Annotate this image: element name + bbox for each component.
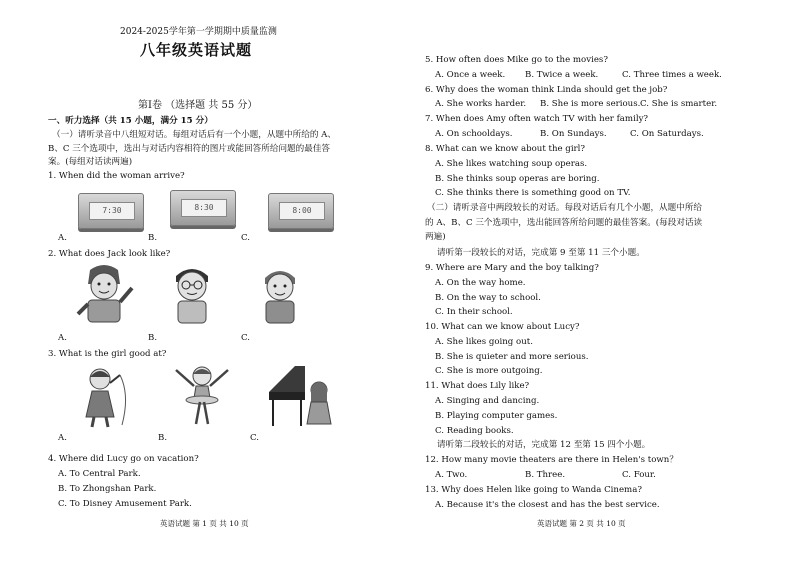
question-1: 1. When did the woman arrive? bbox=[48, 171, 185, 181]
q13-option-a: A. Because it's the closest and has the best service. bbox=[435, 500, 660, 510]
q2-label-b: B. bbox=[148, 333, 158, 343]
q3-label-b: B. bbox=[158, 433, 168, 443]
question-12: 12. How many movie theaters are there in Helen's town？ bbox=[425, 455, 678, 465]
question-5: 5. How often does Mike go to the movies? bbox=[425, 55, 608, 65]
q9-option-a: A. On the way home. bbox=[435, 278, 526, 288]
listening-passage-2-note: 请听第二段较长的对话，完成第 12 至第 15 四个小题。 bbox=[437, 440, 651, 450]
q2-label-a: A. bbox=[58, 333, 67, 343]
q5-option-b: B. Twice a week. bbox=[525, 70, 599, 80]
q10-option-a: A. She likes going out. bbox=[435, 337, 533, 347]
q1-label-b: B. bbox=[148, 233, 158, 243]
clock-image-a bbox=[78, 193, 144, 229]
instruction-line-1: （一）请听录音中八组短对话。每组对话后有一个小题，从题中所给的 A、 bbox=[52, 130, 336, 140]
question-3: 3. What is the girl good at? bbox=[48, 349, 167, 359]
q4-option-b: B. To Zhongshan Park. bbox=[58, 484, 157, 494]
q11-option-c: C. Reading books. bbox=[435, 426, 514, 436]
q7-option-b: B. On Sundays. bbox=[540, 129, 607, 139]
exam-title: 八年级英语试题 bbox=[140, 41, 253, 59]
q12-option-b: B. Three. bbox=[525, 470, 566, 480]
q9-option-b: B. On the way to school. bbox=[435, 293, 541, 303]
q10-option-c: C. She is more outgoing. bbox=[435, 366, 543, 376]
q2-label-c: C. bbox=[241, 333, 251, 343]
q5-option-c: C. Three times a week. bbox=[622, 70, 722, 80]
instruction2-line-2: 的 A、B、C 三个选项中，选出能回答所给问题的最佳答案。(每段对话读 bbox=[425, 218, 703, 228]
q8-option-c: C. She thinks there is something good on TV. bbox=[435, 188, 631, 198]
page-footer-right: 英语试题 第 2 页 共 10 页 bbox=[537, 519, 626, 528]
singer-girl-image bbox=[70, 365, 140, 429]
boy-b-image bbox=[162, 262, 222, 326]
instruction2-line-1: （二）请听录音中两段较长的对话。每段对话后有几个小题，从题中所给 bbox=[427, 203, 703, 213]
q12-option-a: A. Two. bbox=[435, 470, 468, 480]
q1-label-c: C. bbox=[241, 233, 251, 243]
q6-option-a: A. She works harder. bbox=[435, 99, 527, 109]
question-10: 10. What can we know about Lucy? bbox=[425, 322, 580, 332]
q9-option-c: C. In their school. bbox=[435, 307, 513, 317]
question-4: 4. Where did Lucy go on vacation? bbox=[48, 454, 199, 464]
question-2: 2. What does Jack look like? bbox=[48, 249, 171, 259]
section-heading: 一、听力选择（共 15 小题，满分 15 分） bbox=[48, 116, 213, 126]
clock-image-b bbox=[170, 190, 236, 226]
part-heading: 第Ⅰ卷 （选择题 共 55 分） bbox=[138, 100, 258, 111]
clock-time-a: 7:30 bbox=[89, 202, 135, 220]
question-8: 8. What can we know about the girl? bbox=[425, 144, 586, 154]
q11-option-b: B. Playing computer games. bbox=[435, 411, 558, 421]
q3-label-a: A. bbox=[58, 433, 67, 443]
q4-option-c: C. To Disney Amusement Park. bbox=[58, 499, 192, 509]
boy-c-image bbox=[250, 262, 310, 326]
q6-option-b: B. She is more serious. bbox=[540, 99, 641, 109]
q5-option-a: A. Once a week. bbox=[435, 70, 506, 80]
q7-option-c: C. On Saturdays. bbox=[630, 129, 704, 139]
q11-option-a: A. Singing and dancing. bbox=[435, 396, 540, 406]
clock-time-b: 8:30 bbox=[181, 199, 227, 217]
instruction-line-3: 案。(每组对话读两遍) bbox=[48, 157, 133, 167]
q10-option-b: B. She is quieter and more serious. bbox=[435, 352, 589, 362]
q8-option-b: B. She thinks soup operas are boring. bbox=[435, 174, 600, 184]
q8-option-a: A. She likes watching soup operas. bbox=[435, 159, 588, 169]
q4-option-a: A. To Central Park. bbox=[58, 469, 141, 479]
question-11: 11. What does Lily like? bbox=[425, 381, 530, 391]
question-7: 7. When does Amy often watch TV with her family? bbox=[425, 114, 649, 124]
ballerina-girl-image bbox=[172, 362, 232, 428]
q3-label-c: C. bbox=[250, 433, 260, 443]
question-13: 13. Why does Helen like going to Wanda Cinema? bbox=[425, 485, 642, 495]
boy-a-image bbox=[68, 262, 140, 326]
q1-label-a: A. bbox=[58, 233, 67, 243]
clock-image-c bbox=[268, 193, 334, 229]
question-9: 9. Where are Mary and the boy talking? bbox=[425, 263, 599, 273]
q7-option-a: A. On schooldays. bbox=[435, 129, 513, 139]
piano-girl-image bbox=[265, 362, 335, 430]
listening-passage-1-note: 请听第一段较长的对话，完成第 9 至第 11 三个小题。 bbox=[437, 248, 645, 258]
exam-header: 2024-2025学年第一学期期中质量监测 bbox=[120, 27, 277, 37]
page-footer-left: 英语试题 第 1 页 共 10 页 bbox=[160, 519, 249, 528]
instruction2-line-3: 两遍) bbox=[425, 232, 446, 242]
question-6: 6. Why does the woman think Linda should get the job? bbox=[425, 85, 668, 95]
instruction-line-2: B、C 三个选项中，选出与对话内容相符的图片或能回答所给问题的最佳答 bbox=[48, 144, 331, 154]
q12-option-c: C. Four. bbox=[622, 470, 656, 480]
page-right bbox=[397, 0, 794, 562]
clock-time-c: 8:00 bbox=[279, 202, 325, 220]
q6-option-c: C. She is smarter. bbox=[640, 99, 718, 109]
